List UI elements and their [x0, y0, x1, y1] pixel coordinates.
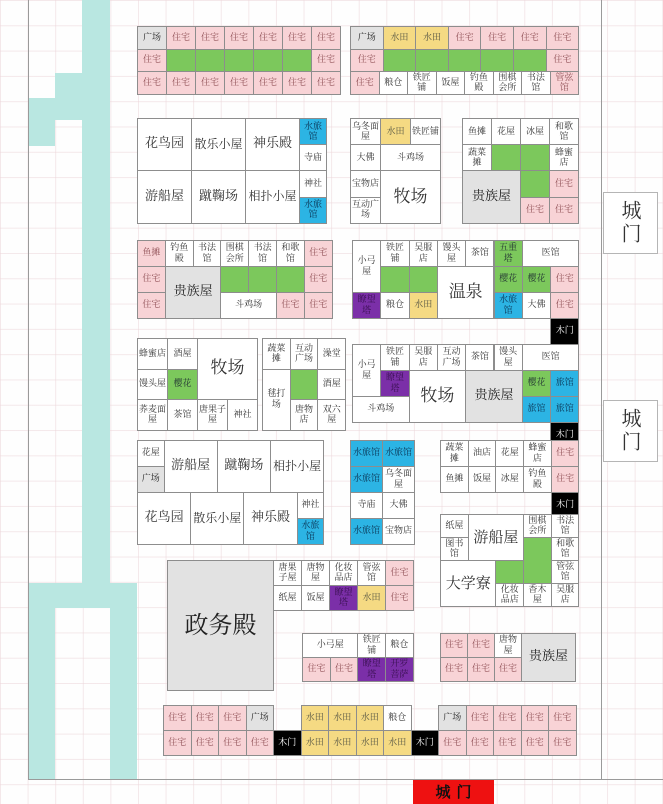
building-tile[interactable]: 水田 — [383, 26, 417, 50]
building-tile[interactable]: 馒头屋 — [137, 369, 168, 401]
wood-gate-tile[interactable]: 木门 — [550, 422, 579, 449]
building-tile[interactable]: 温泉 — [437, 266, 495, 319]
building-tile[interactable]: 住宅 — [195, 26, 225, 50]
building-tile[interactable]: 饭屋 — [301, 585, 330, 611]
building-tile[interactable]: 管弦馆 — [551, 560, 580, 584]
building-tile[interactable]: 住宅 — [466, 730, 495, 756]
building-tile[interactable]: 住宅 — [218, 705, 247, 731]
building-tile[interactable]: 唐果子屋 — [273, 560, 302, 586]
building-tile[interactable]: 澡堂 — [317, 338, 346, 370]
empty-ground-tile[interactable] — [248, 266, 277, 293]
building-tile[interactable]: 水旅馆 — [299, 118, 327, 145]
building-tile[interactable]: 住宅 — [137, 71, 167, 95]
building-tile[interactable]: 管弦馆 — [357, 560, 386, 586]
building-tile[interactable]: 住宅 — [137, 292, 166, 319]
building-tile[interactable]: 住宅 — [191, 705, 220, 731]
building-tile[interactable]: 住宅 — [440, 633, 468, 658]
building-tile[interactable]: 住宅 — [513, 26, 547, 50]
building-tile[interactable]: 铁匠铺 — [380, 240, 409, 267]
wood-gate-tile[interactable]: 木门 — [551, 492, 580, 519]
building-tile[interactable]: 铁匠铺 — [380, 344, 409, 371]
building-tile[interactable]: 双六屋 — [317, 399, 346, 431]
building-tile[interactable]: 宝物店 — [382, 518, 415, 545]
building-tile[interactable]: 斗鸡场 — [220, 292, 277, 319]
building-tile[interactable]: 小弓屋 — [352, 344, 381, 397]
building-tile[interactable]: 旅馆 — [550, 396, 579, 423]
building-tile[interactable]: 住宅 — [548, 730, 577, 756]
building-tile[interactable]: 吴服店 — [409, 240, 438, 267]
building-tile[interactable]: 吴服店 — [409, 344, 438, 371]
building-tile[interactable]: 粮仓 — [380, 292, 409, 319]
building-tile[interactable]: 住宅 — [385, 560, 414, 586]
building-tile[interactable]: 旅馆 — [522, 396, 551, 423]
building-tile[interactable]: 住宅 — [330, 657, 359, 682]
empty-ground-tile[interactable] — [495, 560, 524, 584]
building-tile[interactable]: 水旅馆 — [299, 197, 327, 224]
building-tile[interactable]: 住宅 — [166, 26, 196, 50]
building-tile[interactable]: 钓鱼殿 — [464, 71, 494, 95]
building-tile[interactable]: 住宅 — [311, 49, 341, 73]
empty-ground-tile[interactable] — [513, 49, 547, 73]
building-tile[interactable]: 唐果子屋 — [197, 399, 228, 431]
wood-gate-tile[interactable]: 木门 — [550, 318, 579, 345]
building-tile[interactable]: 冰屋 — [495, 466, 524, 493]
building-tile[interactable]: 水田 — [383, 730, 412, 756]
building-tile[interactable]: 住宅 — [195, 71, 225, 95]
building-tile[interactable]: 住宅 — [246, 730, 275, 756]
building-tile[interactable]: 住宅 — [521, 730, 550, 756]
empty-ground-tile[interactable] — [380, 266, 409, 293]
river-segment — [28, 98, 55, 146]
empty-ground-tile[interactable] — [195, 49, 225, 73]
building-tile[interactable]: 贵族屋 — [521, 633, 576, 682]
building-tile[interactable]: 住宅 — [282, 26, 312, 50]
building-tile[interactable]: 瞭望塔 — [352, 292, 381, 319]
building-tile[interactable]: 唐物店 — [290, 399, 319, 431]
building-tile[interactable]: 住宅 — [494, 657, 522, 682]
building-tile[interactable]: 花屋 — [137, 440, 165, 467]
building-tile[interactable]: 宝物店 — [350, 170, 381, 197]
building-tile[interactable]: 住宅 — [166, 71, 196, 95]
building-tile[interactable]: 樱花 — [167, 369, 198, 401]
building-tile[interactable]: 住宅 — [218, 730, 247, 756]
building-tile[interactable]: 书法馆 — [551, 514, 580, 538]
building-tile[interactable]: 茶馆 — [465, 240, 494, 267]
building-tile[interactable]: 瞭望塔 — [357, 657, 386, 682]
building-tile[interactable]: 蔬菜摊 — [262, 338, 291, 370]
building-tile[interactable]: 水旅馆 — [350, 466, 383, 493]
building-tile[interactable]: 饭屋 — [436, 71, 466, 95]
building-tile[interactable]: 钓鱼殿 — [165, 240, 194, 267]
building-tile[interactable]: 水旅馆 — [350, 518, 383, 545]
building-tile[interactable]: 住宅 — [493, 705, 522, 731]
building-tile[interactable]: 和歌馆 — [276, 240, 305, 267]
building-tile[interactable]: 住宅 — [302, 657, 331, 682]
building-tile[interactable]: 图书馆 — [440, 537, 469, 561]
building-tile[interactable]: 大佛 — [350, 144, 381, 171]
building-tile[interactable]: 冰屋 — [520, 118, 550, 145]
building-tile[interactable]: 住宅 — [520, 197, 550, 224]
building-tile[interactable]: 寺庙 — [299, 144, 327, 171]
empty-ground-tile[interactable] — [282, 49, 312, 73]
building-tile[interactable]: 住宅 — [311, 71, 341, 95]
building-tile[interactable]: 和歌馆 — [551, 537, 580, 561]
empty-ground-tile[interactable] — [523, 537, 552, 584]
building-tile[interactable]: 住宅 — [350, 49, 384, 73]
building-tile[interactable]: 水田 — [415, 26, 449, 50]
building-tile[interactable]: 牧场 — [380, 170, 441, 223]
building-tile[interactable]: 住宅 — [521, 705, 550, 731]
building-tile[interactable]: 吴服店 — [551, 583, 580, 607]
building-tile[interactable]: 住宅 — [467, 657, 495, 682]
building-tile[interactable]: 住宅 — [467, 633, 495, 658]
building-tile[interactable]: 蜂蜜店 — [523, 440, 552, 467]
building-tile[interactable]: 水田 — [301, 705, 330, 731]
empty-ground-tile[interactable] — [520, 144, 550, 171]
building-tile[interactable]: 蔬菜摊 — [440, 440, 469, 467]
building-tile[interactable]: 住宅 — [224, 26, 254, 50]
building-tile[interactable]: 斗鸡场 — [352, 396, 410, 423]
building-tile[interactable]: 酒屋 — [167, 338, 198, 370]
building-tile[interactable]: 神社 — [297, 492, 325, 519]
empty-ground-tile[interactable] — [409, 266, 438, 293]
building-tile[interactable]: 住宅 — [550, 292, 579, 319]
building-tile[interactable]: 贵族屋 — [165, 266, 222, 319]
building-tile[interactable]: 开罗菩萨 — [385, 657, 414, 682]
river-segment — [110, 608, 137, 779]
empty-ground-tile[interactable] — [491, 144, 521, 171]
building-tile[interactable]: 茶馆 — [465, 344, 494, 371]
building-tile[interactable]: 花鸟园 — [137, 118, 192, 171]
building-tile[interactable]: 住宅 — [546, 49, 580, 73]
building-tile[interactable]: 书法馆 — [193, 240, 222, 267]
building-tile[interactable]: 住宅 — [224, 71, 254, 95]
building-tile[interactable]: 住宅 — [550, 266, 579, 293]
building-tile[interactable]: 住宅 — [549, 197, 579, 224]
building-tile[interactable]: 住宅 — [163, 730, 192, 756]
building-tile[interactable]: 粮仓 — [383, 705, 412, 731]
building-tile[interactable]: 互动广场 — [290, 338, 319, 370]
building-tile[interactable]: 牧场 — [197, 338, 258, 400]
building-tile[interactable]: 书法馆 — [521, 71, 551, 95]
empty-ground-tile[interactable] — [480, 49, 514, 73]
empty-ground-tile[interactable] — [290, 369, 319, 401]
building-tile[interactable]: 水旅馆 — [297, 518, 325, 545]
building-tile[interactable]: 油店 — [468, 440, 497, 467]
building-tile[interactable]: 水田 — [380, 118, 411, 145]
river-segment — [28, 608, 55, 779]
building-tile[interactable]: 住宅 — [137, 49, 167, 73]
river-segment — [55, 73, 82, 120]
building-tile[interactable]: 鱼摊 — [137, 240, 166, 267]
building-tile[interactable]: 小弓屋 — [302, 633, 358, 658]
building-tile[interactable]: 水田 — [409, 292, 438, 319]
building-tile[interactable]: 蜂蜜店 — [137, 338, 168, 370]
building-tile[interactable]: 蹴鞠场 — [217, 440, 271, 493]
building-tile[interactable]: 水旅馆 — [494, 292, 523, 319]
building-tile[interactable]: 住宅 — [440, 657, 468, 682]
building-tile[interactable]: 医馆 — [522, 240, 580, 267]
building-tile[interactable]: 馒头屋 — [437, 240, 466, 267]
building-tile[interactable]: 广场 — [137, 26, 167, 50]
building-tile[interactable]: 钓鱼殿 — [523, 466, 552, 493]
map-border-line — [601, 0, 602, 779]
building-tile[interactable]: 医馆 — [522, 344, 580, 371]
building-tile[interactable]: 神乐殿 — [243, 492, 297, 545]
building-tile[interactable]: 小弓屋 — [352, 240, 381, 293]
building-tile[interactable]: 化妆品店 — [495, 583, 524, 607]
building-tile[interactable]: 瞭望塔 — [380, 370, 409, 397]
building-tile[interactable]: 住宅 — [551, 466, 580, 493]
building-tile[interactable]: 神社 — [227, 399, 258, 431]
building-tile[interactable]: 住宅 — [385, 585, 414, 611]
building-tile[interactable]: 鱼摊 — [440, 466, 469, 493]
building-tile[interactable]: 水田 — [301, 730, 330, 756]
building-tile[interactable]: 铁匠铺 — [407, 71, 437, 95]
building-tile[interactable]: 游船屋 — [468, 514, 524, 561]
building-tile[interactable]: 樱花 — [522, 370, 551, 397]
building-tile[interactable]: 花屋 — [491, 118, 521, 145]
building-tile[interactable]: 住宅 — [548, 705, 577, 731]
building-tile[interactable]: 住宅 — [276, 292, 305, 319]
building-tile[interactable]: 茶馆 — [167, 399, 198, 431]
building-tile[interactable]: 住宅 — [304, 240, 333, 267]
building-tile[interactable]: 住宅 — [350, 71, 380, 95]
building-tile[interactable]: 水田 — [328, 730, 357, 756]
building-tile[interactable]: 水田 — [356, 705, 385, 731]
building-tile[interactable]: 住宅 — [304, 292, 333, 319]
building-tile[interactable]: 五重塔 — [494, 240, 523, 267]
building-tile[interactable]: 住宅 — [304, 266, 333, 293]
building-tile[interactable]: 大佛 — [522, 292, 551, 319]
wood-gate-tile[interactable]: 木门 — [411, 730, 440, 756]
building-tile[interactable]: 荞麦面屋 — [137, 399, 168, 431]
building-tile[interactable]: 蹴鞠场 — [191, 170, 246, 223]
wood-gate-tile[interactable]: 木门 — [273, 730, 302, 756]
building-tile[interactable]: 毬打场 — [262, 369, 291, 431]
building-tile[interactable]: 住宅 — [137, 266, 166, 293]
east-gate-north[interactable]: 城门 — [603, 192, 658, 254]
building-tile[interactable]: 水田 — [356, 730, 385, 756]
empty-ground-tile[interactable] — [220, 266, 249, 293]
building-tile[interactable]: 书法馆 — [248, 240, 277, 267]
east-gate-south[interactable]: 城门 — [603, 400, 658, 462]
river-segment — [28, 583, 137, 608]
building-tile[interactable]: 围棋会所 — [523, 514, 552, 538]
river-segment — [82, 0, 110, 583]
building-tile[interactable]: 政务殿 — [167, 560, 274, 691]
building-tile[interactable]: 花屋 — [495, 440, 524, 467]
building-tile[interactable]: 樱花 — [494, 266, 523, 293]
building-tile[interactable]: 樱花 — [522, 266, 551, 293]
building-tile[interactable]: 水田 — [357, 585, 386, 611]
building-tile[interactable]: 水旅馆 — [382, 440, 415, 467]
building-tile[interactable]: 乌冬面屋 — [382, 466, 415, 493]
building-tile[interactable]: 游船屋 — [137, 170, 192, 223]
building-tile[interactable]: 管弦馆 — [550, 71, 580, 95]
building-tile[interactable]: 住宅 — [253, 26, 283, 50]
building-tile[interactable]: 酒屋 — [317, 369, 346, 401]
building-tile[interactable]: 互动广场 — [350, 197, 381, 224]
building-tile[interactable]: 散乐小屋 — [191, 118, 246, 171]
building-tile[interactable]: 广场 — [438, 705, 467, 731]
building-tile[interactable]: 斗鸡场 — [380, 144, 441, 171]
building-tile[interactable]: 唐物屋 — [301, 560, 330, 586]
building-tile[interactable]: 纸屋 — [440, 514, 469, 538]
building-tile[interactable]: 住宅 — [448, 26, 482, 50]
building-tile[interactable]: 蜂蜜店 — [549, 144, 579, 171]
building-tile[interactable]: 广场 — [350, 26, 384, 50]
building-tile[interactable]: 住宅 — [282, 71, 312, 95]
building-tile[interactable]: 住宅 — [253, 71, 283, 95]
building-tile[interactable]: 牧场 — [409, 370, 467, 423]
building-tile[interactable]: 游船屋 — [164, 440, 218, 493]
building-tile[interactable]: 住宅 — [546, 26, 580, 50]
empty-ground-tile[interactable] — [166, 49, 196, 73]
building-tile[interactable]: 住宅 — [551, 440, 580, 467]
building-tile[interactable]: 饭屋 — [468, 466, 497, 493]
building-tile[interactable]: 寺庙 — [350, 492, 383, 519]
south-gate[interactable]: 城门 — [413, 779, 494, 804]
building-tile[interactable]: 化妆品店 — [329, 560, 358, 586]
empty-ground-tile[interactable] — [415, 49, 449, 73]
building-tile[interactable]: 神乐殿 — [245, 118, 300, 171]
building-tile[interactable]: 铁匠铺 — [410, 118, 441, 145]
building-tile[interactable]: 唐物屋 — [494, 633, 522, 658]
map-border-line — [28, 0, 29, 779]
building-tile[interactable]: 水旅馆 — [350, 440, 383, 467]
building-tile[interactable]: 住宅 — [480, 26, 514, 50]
building-tile[interactable]: 花鸟园 — [137, 492, 191, 545]
building-tile[interactable]: 粮仓 — [379, 71, 409, 95]
building-tile[interactable]: 围棋会所 — [493, 71, 523, 95]
building-tile[interactable]: 水田 — [328, 705, 357, 731]
building-tile[interactable]: 广场 — [246, 705, 275, 731]
building-tile[interactable]: 粮仓 — [385, 633, 414, 658]
empty-ground-tile[interactable] — [253, 49, 283, 73]
building-tile[interactable]: 旅馆 — [550, 370, 579, 397]
building-tile[interactable]: 住宅 — [438, 730, 467, 756]
empty-ground-tile[interactable] — [520, 170, 550, 197]
building-tile[interactable]: 乌冬面屋 — [350, 118, 381, 145]
building-tile[interactable]: 纸屋 — [273, 585, 302, 611]
building-tile[interactable]: 互动广场 — [437, 344, 466, 371]
building-tile[interactable]: 大佛 — [382, 492, 415, 519]
building-tile[interactable]: 馒头屋 — [494, 344, 523, 371]
building-tile[interactable]: 住宅 — [493, 730, 522, 756]
building-tile[interactable]: 铁匠铺 — [357, 633, 386, 658]
building-tile[interactable]: 住宅 — [466, 705, 495, 731]
building-tile[interactable]: 贵族屋 — [465, 370, 523, 423]
building-tile[interactable]: 大学寮 — [440, 560, 496, 607]
building-tile[interactable]: 住宅 — [311, 26, 341, 50]
building-tile[interactable]: 和歌馆 — [549, 118, 579, 145]
empty-ground-tile[interactable] — [383, 49, 417, 73]
building-tile[interactable]: 蔬菜摊 — [462, 144, 492, 171]
building-tile[interactable]: 散乐小屋 — [190, 492, 244, 545]
building-tile[interactable]: 瞭望塔 — [329, 585, 358, 611]
building-tile[interactable]: 相扑小屋 — [245, 170, 300, 223]
empty-ground-tile[interactable] — [224, 49, 254, 73]
empty-ground-tile[interactable] — [276, 266, 305, 293]
building-tile[interactable]: 鱼摊 — [462, 118, 492, 145]
building-tile[interactable]: 围棋会所 — [220, 240, 249, 267]
building-tile[interactable]: 香木屋 — [523, 583, 552, 607]
building-tile[interactable]: 神社 — [299, 170, 327, 197]
building-tile[interactable]: 住宅 — [191, 730, 220, 756]
building-tile[interactable]: 贵族屋 — [462, 170, 521, 223]
map-border-line — [28, 779, 663, 780]
building-tile[interactable]: 住宅 — [549, 170, 579, 197]
building-tile[interactable]: 住宅 — [163, 705, 192, 731]
building-tile[interactable]: 相扑小屋 — [270, 440, 324, 493]
empty-ground-tile[interactable] — [448, 49, 482, 73]
building-tile[interactable]: 广场 — [137, 466, 165, 493]
